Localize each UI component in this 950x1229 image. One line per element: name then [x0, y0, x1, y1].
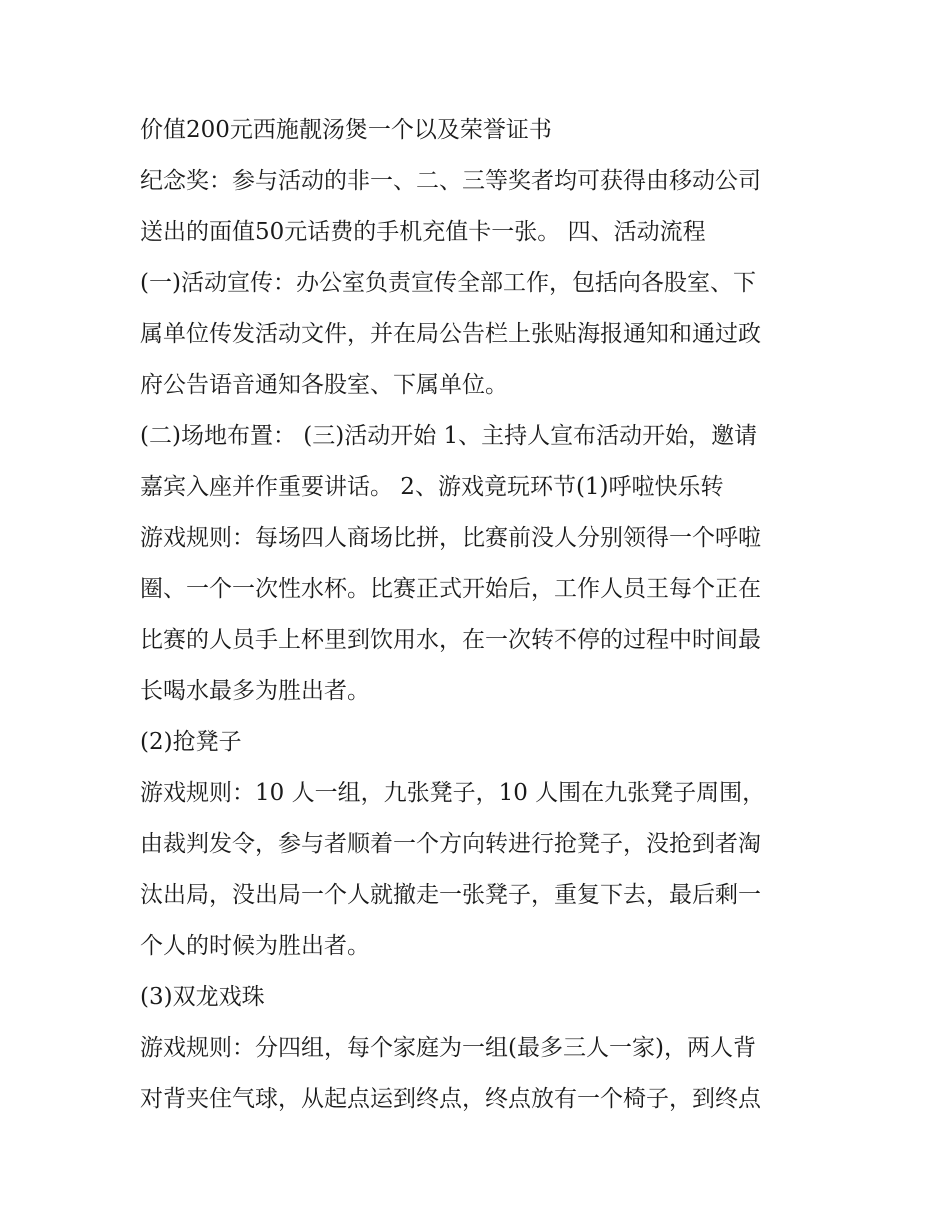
text-line: 汰出局，没出局一个人就撤走一张凳子，重复下去，最后剩一	[140, 882, 761, 908]
text-line: 游戏规则：10 人一组，九张凳子，10 人围在九张凳子周围，	[140, 780, 766, 806]
text-line: 游戏规则：分四组，每个家庭为一组(最多三人一家)，两人背	[140, 1035, 756, 1061]
text-line: 长喝水最多为胜出者。	[140, 678, 370, 704]
text-line: 圈、一个一次性水杯。比赛正式开始后，工作人员王每个正在	[140, 576, 761, 602]
text-line: 纪念奖：参与活动的非一、二、三等奖者均可获得由移动公司	[140, 168, 761, 194]
text-line: 由裁判发令，参与者顺着一个方向转进行抢凳子，没抢到者淘	[140, 831, 761, 857]
text-line: (一)活动宣传：办公室负责宣传全部工作，包括向各股室、下	[140, 270, 756, 296]
text-line: 对背夹住气球，从起点运到终点，终点放有一个椅子，到终点	[140, 1086, 761, 1112]
text-line: 价值200元西施靓汤煲一个以及荣誉证书	[140, 117, 552, 143]
text-line: 比赛的人员手上杯里到饮用水，在一次转不停的过程中时间最	[140, 627, 761, 653]
text-line: (2)抢凳子	[140, 729, 242, 755]
text-line: 游戏规则：每场四人商场比拼，比赛前没人分别领得一个呼啦	[140, 525, 761, 551]
text-line: 嘉宾入座并作重要讲话。 2、游戏竟玩环节(1)呼啦快乐转	[140, 474, 724, 500]
text-line: 个人的时候为胜出者。	[140, 933, 370, 959]
text-line: 送出的面值50元话费的手机充值卡一张。 四、活动流程	[140, 219, 706, 245]
text-line: 府公告语音通知各股室、下属单位。	[140, 372, 508, 398]
text-line: (二)场地布置： (三)活动开始 1、主持人宣布活动开始，邀请	[140, 423, 758, 449]
text-line: (3)双龙戏珠	[140, 984, 265, 1010]
text-line: 属单位传发活动文件，并在局公告栏上张贴海报通知和通过政	[140, 321, 761, 347]
